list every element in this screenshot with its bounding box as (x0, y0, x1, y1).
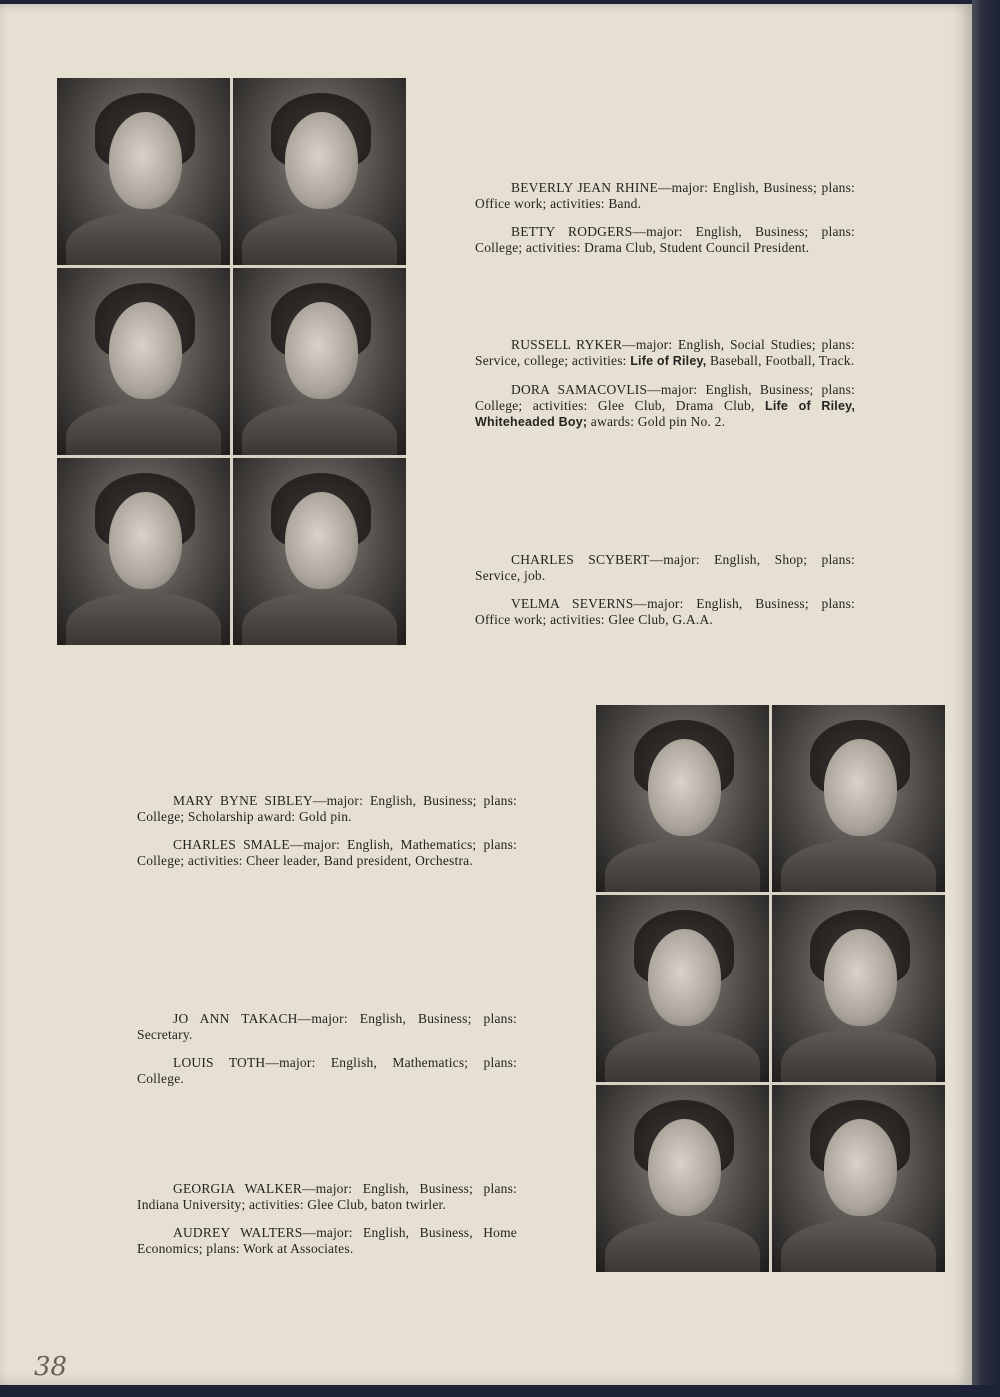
portrait-photo (772, 705, 945, 892)
bio-group-5 (137, 1011, 517, 1086)
bio-entry: JO ANN TAKACH—major: English, Business; plans: Secretary. (137, 1011, 517, 1042)
bio-entry: AUDREY WALTERS—major: English, Business, Home Economics; plans: Work at Associates. (137, 1225, 517, 1256)
bio-entry: RUSSELL RYKER—major: English, Social Studies; plans: Service, college; activities: Life of Riley, Baseball, Football, Track. (475, 337, 855, 368)
portrait-photo (772, 1085, 945, 1272)
bio-entry: LOUIS TOTH—major: English, Mathematics; plans: College. (137, 1055, 517, 1086)
portrait-photo (233, 458, 406, 645)
bio-entry: GEORGIA WALKER—major: English, Business; plans: Indiana University; activities: Glee Club, baton twirler. (137, 1181, 517, 1212)
bio-entry: DORA SAMACOVLIS—major: English, Business; plans: College; activities: Glee Club, Drama Club, Life of Riley, Whiteheaded Boy; awards: Gold pin No. 2. (475, 382, 855, 429)
portrait-photo (233, 78, 406, 265)
bio-entry: CHARLES SCYBERT—major: English, Shop; plans: Service, job. (475, 552, 855, 583)
bio-entry: BEVERLY JEAN RHINE—major: English, Business; plans: Office work; activities: Band. (475, 180, 855, 211)
bio-entry: MARY BYNE SIBLEY—major: English, Business; plans: College; Scholarship award: Gold pin. (137, 793, 517, 824)
book-binding (972, 0, 1000, 1397)
portrait-photo (596, 895, 769, 1082)
page-bottom-edge (0, 1385, 1000, 1397)
portrait-photo (772, 895, 945, 1082)
bio-group-6 (137, 1181, 517, 1256)
bio-entry: CHARLES SMALE—major: English, Mathematics; plans: College; activities: Cheer leader, Band president, Orchestra. (137, 837, 517, 868)
bio-group-3 (475, 552, 855, 627)
portrait-photo (57, 268, 230, 455)
page-number: 38 (34, 1352, 68, 1382)
portrait-grid-top (57, 78, 406, 645)
page-top-edge (0, 0, 972, 4)
portrait-photo (57, 458, 230, 645)
bio-group-2 (475, 337, 855, 431)
bio-entry: BETTY RODGERS—major: English, Business; plans: College; activities: Drama Club, Student Council President. (475, 224, 855, 255)
portrait-grid-bottom (596, 705, 945, 1272)
portrait-photo (596, 1085, 769, 1272)
bio-group-1 (475, 180, 855, 255)
bio-entry: VELMA SEVERNS—major: English, Business; plans: Office work; activities: Glee Club, G.A.A. (475, 596, 855, 627)
bio-group-4 (137, 793, 517, 868)
portrait-photo (57, 78, 230, 265)
portrait-photo (233, 268, 406, 455)
portrait-photo (596, 705, 769, 892)
